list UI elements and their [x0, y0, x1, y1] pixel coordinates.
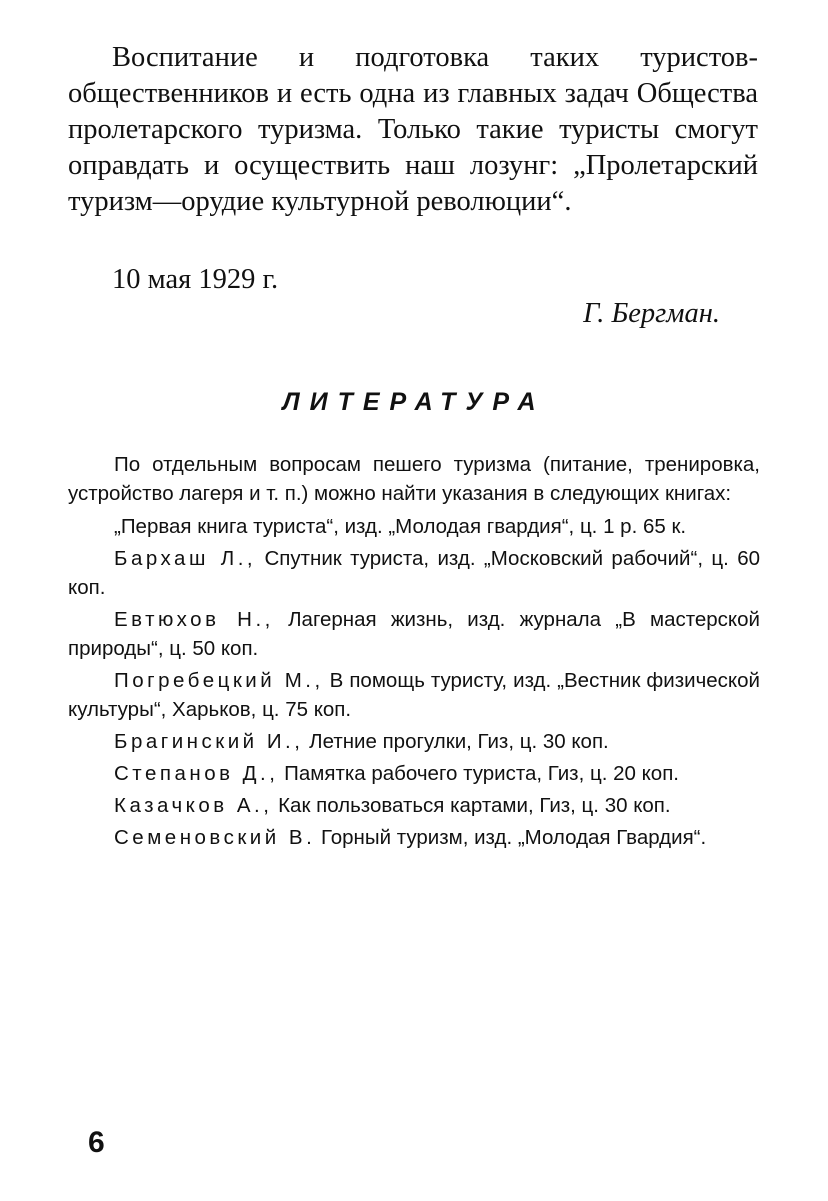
entry-text: Как пользоваться картами, Гиз, ц. 30 коп.	[272, 794, 671, 817]
literature-entry	[68, 512, 760, 541]
literature-entry	[68, 759, 760, 788]
date-line: 10 мая 1929 г.	[112, 264, 279, 295]
literature-lead: По отдельным вопросам пешего туризма (питание, тренировка, устройство лагеря и т. п.) можно найти указания в следующих книгах:	[68, 453, 760, 505]
literature-list	[68, 450, 760, 855]
literature-entry	[68, 544, 760, 602]
literature-entry	[68, 823, 760, 852]
entry-author: Степанов Д.,	[114, 762, 279, 785]
entry-author: Казачков А.,	[114, 794, 273, 817]
entry-text: Памятка рабочего туриста, Гиз, ц. 20 коп.	[278, 762, 679, 785]
intro-paragraph: Воспитание и подготовка таких туристов-общественников и есть одна из главных задач Общества пролетарского туризма. Только такие туристы смогут оправдать и осуществить наш лозунг: „Пролетарский туризм—орудие культурной революции“.	[68, 42, 758, 217]
entry-author: Погребецкий М.,	[114, 669, 324, 692]
entry-author: Семеновский В.	[114, 826, 316, 849]
literature-entry	[68, 605, 760, 663]
entry-text: Летние прогулки, Гиз, ц. 30 коп.	[303, 730, 609, 753]
entry-text: „Первая книга туриста“, изд. „Молодая гвардия“, ц. 1 р. 65 к.	[114, 515, 687, 538]
entry-text: Горный туризм, изд. „Молодая Гвардия“.	[315, 826, 707, 849]
entry-author: Бархаш Л.,	[114, 547, 257, 570]
literature-entry	[68, 727, 760, 756]
entry-author: Брагинский И.,	[114, 730, 304, 753]
page-number: 6	[88, 1126, 105, 1159]
entry-text: Лагерная жизнь, изд. журнала „В мастерской природы“, ц. 50 коп.	[68, 608, 760, 660]
intro-text	[68, 40, 758, 220]
literature-entry	[68, 666, 760, 724]
entry-text: В помощь туристу, изд. „Вестник физической культуры“, Харьков, ц. 75 коп.	[68, 669, 760, 721]
literature-entry	[68, 791, 760, 820]
entry-text: Спутник туриста, изд. „Московский рабочий“, ц. 60 коп.	[68, 547, 760, 599]
author-signature: Г. Бергман.	[583, 298, 720, 329]
literature-heading: ЛИТЕРАТУРА	[282, 388, 546, 416]
entry-author: Евтюхов Н.,	[114, 608, 274, 631]
